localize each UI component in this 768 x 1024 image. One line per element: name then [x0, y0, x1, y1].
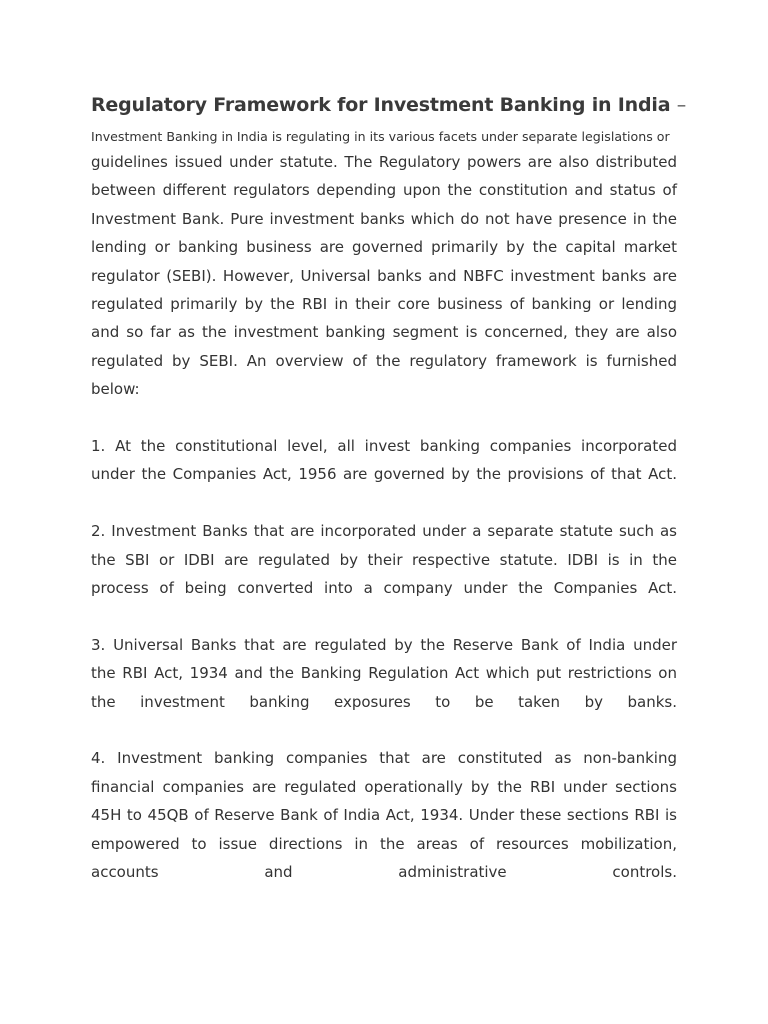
intro-line: regulated primarily by the RBI in their core business of banking or lending: [91, 295, 677, 314]
title-dash: –: [676, 94, 687, 116]
intro-first-line: Investment Banking in India is regulating in its various facets under separate legislations or: [91, 129, 670, 144]
intro-line: and so far as the investment banking segment is concerned, they are also: [91, 323, 677, 342]
intro-paragraph: [91, 148, 677, 404]
point-line: 4. Investment banking companies that are constituted as non-banking: [91, 749, 677, 768]
point-line: financial companies are regulated operationally by the RBI under sections: [91, 777, 677, 796]
title-text: Regulatory Framework for Investment Banking in India: [91, 94, 671, 116]
intro-line: lending or banking business are governed primarily by the capital market: [91, 238, 677, 257]
point-line: 3. Universal Banks that are regulated by the Reserve Bank of India under: [91, 635, 677, 654]
point-line: the RBI Act, 1934 and the Banking Regulation Act which put restrictions on: [91, 664, 677, 683]
intro-line: Investment Bank. Pure investment banks which do not have presence in the: [91, 209, 677, 228]
intro-last-line: below:: [91, 380, 140, 399]
point-line: 45H to 45QB of Reserve Bank of India Act, 1934. Under these sections RBI is: [91, 806, 677, 825]
intro-line: regulated by SEBI. An overview of the regulatory framework is furnished: [91, 351, 677, 370]
point-line: accounts and administrative controls.: [91, 863, 677, 882]
point-4-paragraph: [91, 744, 677, 886]
point-line: under the Companies Act, 1956 are governed by the provisions of that Act.: [91, 465, 677, 484]
point-2-paragraph: [91, 517, 677, 602]
document-title: [91, 90, 687, 120]
intro-line: regulator (SEBI). However, Universal banks and NBFC investment banks are: [91, 266, 677, 285]
point-line: empowered to issue directions in the areas of resources mobilization,: [91, 834, 677, 853]
point-line: process of being converted into a company under the Companies Act.: [91, 579, 677, 598]
document-page: [91, 90, 687, 887]
intro-line: guidelines issued under statute. The Regulatory powers are also distributed: [91, 153, 677, 171]
point-line: 1. At the constitutional level, all invest banking companies incorporated: [91, 437, 677, 456]
point-line: the investment banking exposures to be taken by banks.: [91, 692, 677, 711]
intro-line: between different regulators depending upon the constitution and status of: [91, 181, 677, 200]
point-3-paragraph: [91, 631, 677, 716]
point-1-paragraph: [91, 432, 677, 489]
point-line: 2. Investment Banks that are incorporated under a separate statute such as: [91, 522, 677, 541]
point-line: the SBI or IDBI are regulated by their respective statute. IDBI is in the: [91, 550, 677, 569]
